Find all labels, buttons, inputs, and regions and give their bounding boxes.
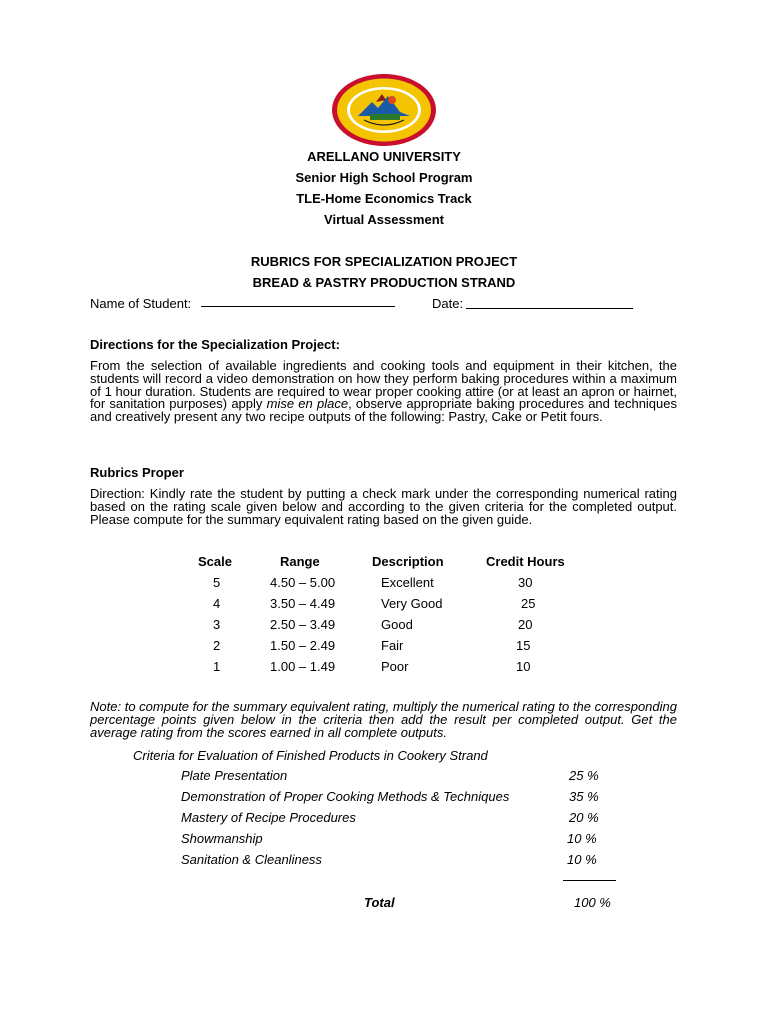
criterion-name: Showmanship [181, 831, 263, 846]
criterion-percent: 20 % [569, 810, 599, 825]
criterion-percent: 35 % [569, 789, 599, 804]
range-value: 1.50 – 2.49 [270, 638, 336, 653]
criteria-heading: Criteria for Evaluation of Finished Products in Cookery Strand [133, 748, 488, 763]
description-value: Fair [381, 638, 404, 653]
rubrics-title: RUBRICS FOR SPECIALIZATION PROJECT [250, 254, 518, 269]
header-scale: Scale [198, 554, 232, 569]
criterion-name: Sanitation & Cleanliness [181, 852, 322, 867]
strand-title: BREAD & PASTRY PRODUCTION STRAND [252, 275, 516, 290]
range-value: 4.50 – 5.00 [270, 575, 336, 590]
student-name-field[interactable] [201, 306, 395, 307]
computation-note: Note: to compute for the summary equivalent rating, multiply the numerical rating to the corresponding percentage points given below in the criteria then add the result per completed output. Get the average rating from the scores earned in all complete outputs. [90, 699, 677, 740]
header-range: Range [280, 554, 320, 569]
credit-value: 25 [521, 596, 536, 611]
track-name: TLE-Home Economics Track [296, 191, 472, 206]
criterion-percent: 10 % [567, 852, 597, 867]
range-value: 1.00 – 1.49 [270, 659, 336, 674]
range-value: 2.50 – 3.49 [270, 617, 336, 632]
range-value: 3.50 – 4.49 [270, 596, 336, 611]
date-label: Date: [432, 296, 464, 311]
total-label: Total [364, 895, 395, 910]
criterion-percent: 25 % [569, 768, 599, 783]
rubrics-direction: Direction: Kindly rate the student by putting a check mark under the corresponding numerical rating based on the rating scale given below and according to the given criteria for the completed output. Please compute for the summary equivalent rating based on the given guide. [90, 486, 677, 527]
criterion-name: Mastery of Recipe Procedures [181, 810, 356, 825]
description-value: Excellent [381, 575, 434, 590]
assessment-type: Virtual Assessment [324, 212, 444, 227]
criterion-name: Demonstration of Proper Cooking Methods & Techniques [181, 789, 510, 804]
rubrics-heading: Rubrics Proper [90, 465, 184, 480]
program-name: Senior High School Program [295, 170, 473, 185]
date-field[interactable] [466, 308, 633, 309]
credit-value: 30 [518, 575, 533, 590]
scale-value: 3 [213, 617, 221, 632]
scale-value: 2 [213, 638, 221, 653]
description-value: Poor [381, 659, 409, 674]
directions-text: From the selection of available ingredients and cooking tools and equipment in their kitchen, the students will record a video demonstration on how they perform baking procedures within a maximum of 1 hour duration. Students are required to wear proper cooking attire (or at least an apron or hairnet, for sanitation purposes) apply mise en place, observe appropriate baking procedures and techniques and creatively present any two recipe outputs of the following: Pastry, Cake or Petit fours. [90, 358, 677, 425]
header-credit-hours: Credit Hours [486, 554, 565, 569]
total-value: 100 % [574, 895, 611, 910]
criterion-name: Plate Presentation [181, 768, 288, 783]
criterion-percent: 10 % [567, 831, 597, 846]
total-divider [563, 880, 616, 881]
description-value: Good [381, 617, 413, 632]
scale-value: 5 [213, 575, 221, 590]
directions-heading: Directions for the Specialization Project: [90, 337, 340, 352]
student-name-label: Name of Student: [90, 296, 192, 311]
scale-value: 1 [213, 659, 221, 674]
header-description: Description [372, 554, 444, 569]
scale-value: 4 [213, 596, 221, 611]
credit-value: 15 [516, 638, 531, 653]
university-seal [330, 72, 438, 148]
credit-value: 20 [518, 617, 533, 632]
university-name: ARELLANO UNIVERSITY [307, 149, 461, 164]
credit-value: 10 [516, 659, 531, 674]
description-value: Very Good [381, 596, 443, 611]
